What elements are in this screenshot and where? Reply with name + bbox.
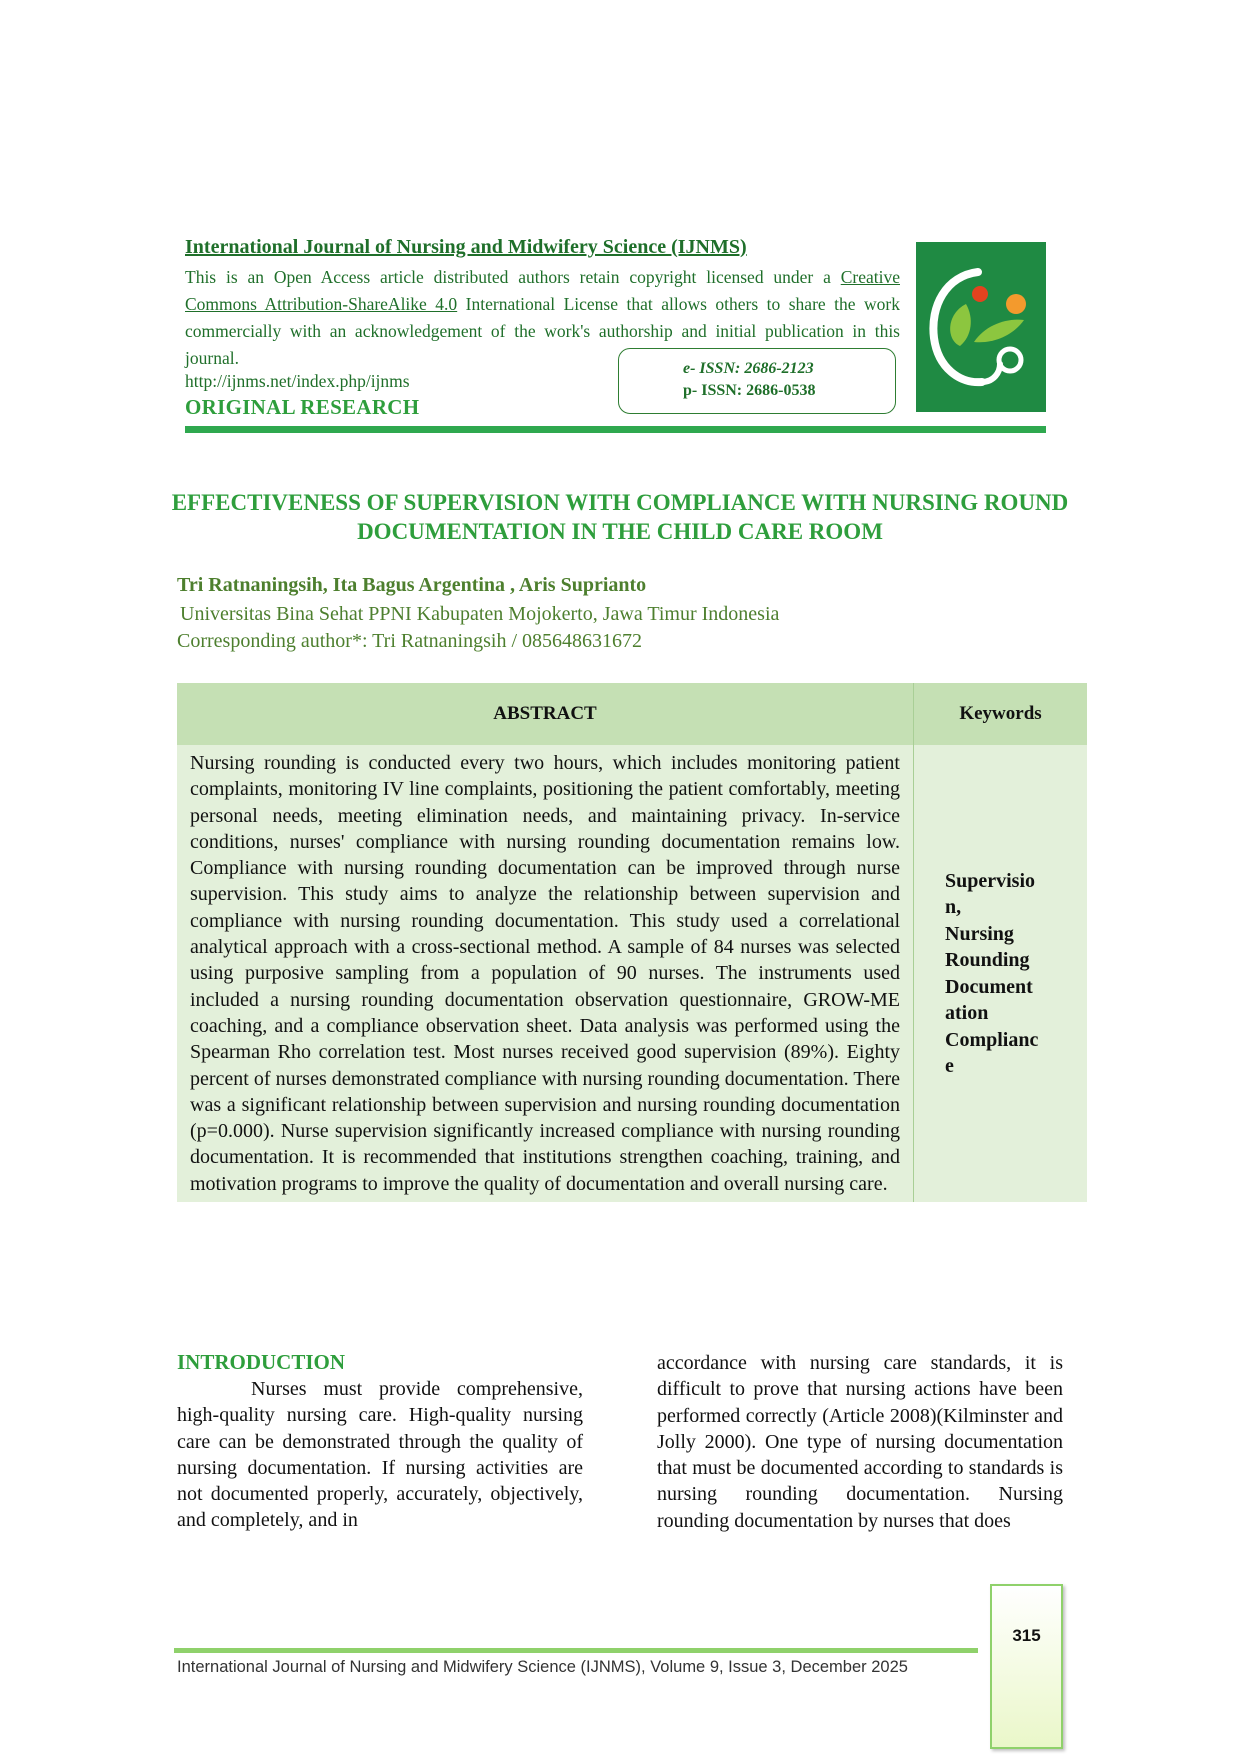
keyword-line: Document	[945, 975, 1033, 998]
issn-box	[618, 348, 896, 414]
page-number-tab	[990, 1584, 1063, 1749]
affiliation: Universitas Bina Sehat PPNI Kabupaten Mojokerto, Jawa Timur Indonesia	[180, 603, 780, 625]
abstract-table	[177, 683, 1087, 1202]
author-list: Tri Ratnaningsih, Ita Bagus Argentina , Aris Suprianto	[177, 574, 647, 596]
license-text-pre: This is an Open Access article distributed authors retain copyright licensed under a	[185, 267, 841, 287]
introduction-heading: INTRODUCTION	[177, 1350, 346, 1374]
page-number: 315	[1012, 1626, 1041, 1645]
license-text-post: International License that allows others to share the work commercially with an acknowledgement of the work's authorship and initial publication in this journal.	[185, 294, 900, 368]
p-issn: p- ISSN: 2686-0538	[683, 382, 816, 399]
abstract-header: ABSTRACT	[177, 683, 914, 745]
keyword-line: Supervisio	[945, 869, 1036, 892]
abstract-text: Nursing rounding is conducted every two hours, which includes monitoring patient complaints, monitoring IV line complaints, positioning the patient comfortably, meeting personal needs, meeting elimination needs, and maintaining privacy. In-service conditions, nurses' compliance with nursing rounding documentation remains low. Compliance with nursing rounding documentation can be improved through nurse supervision. This study aims to analyze the relationship between supervision and compliance with nursing rounding documentation. This study used a correlational analytical approach with a cross-sectional method. A sample of 84 nurses was selected using purposive sampling from a population of 90 nurses. The instruments used included a nursing rounding documentation observation questionnaire, GROW-ME coaching, and a compliance observation sheet. Data analysis was performed using the Spearman Rho correlation test. Most nurses received good supervision (89%). Eighty percent of nurses demonstrated compliance with nursing rounding documentation. There was a significant relationship between supervision and nursing rounding documentation (p=0.000). Nurse supervision significantly increased compliance with nursing rounding documentation. It is recommended that institutions strengthen coaching, training, and motivation programs to improve the quality of documentation and overall nursing care.	[190, 752, 900, 1195]
e-issn: e- ISSN: 2686-2123	[683, 360, 814, 377]
keywords-list	[915, 868, 1086, 1080]
footer-citation: International Journal of Nursing and Midwifery Science (IJNMS), Volume 9, Issue 3, December 2025	[177, 1658, 908, 1676]
left-column-text: Nurses must provide comprehensive, high-quality nursing care. High-quality nursing care can be demonstrated through the quality of nursing documentation. If nursing activities are not documented properly, accurately, objectively, and completely, and in	[177, 1378, 583, 1532]
keyword-line: Rounding	[945, 949, 1030, 972]
journal-title[interactable]: International Journal of Nursing and Midwifery Science (IJNMS)	[185, 236, 747, 258]
keyword-line: e	[945, 1055, 954, 1078]
keyword-line: n,	[945, 896, 962, 919]
article-title: EFFECTIVENESS OF SUPERVISION WITH COMPLIANCE WITH NURSING ROUND DOCUMENTATION IN THE CHILD CARE ROOM	[171, 490, 1069, 544]
body-right-column: accordance with nursing care standards, it is difficult to prove that nursing actions have been performed correctly (Article 2008)(Kilminster and Jolly 2000). One type of nursing documentation that must be documented according to standards is nursing rounding documentation. Nursing rounding documentation by nurses that does	[657, 1352, 1063, 1532]
article-type: ORIGINAL RESEARCH	[185, 395, 420, 419]
keyword-line: ation	[945, 1002, 989, 1025]
creative-commons-link[interactable]: Creative Commons Attribution-ShareAlike 4.0	[185, 267, 900, 314]
body-left-column	[177, 1376, 583, 1534]
header-divider	[185, 426, 1046, 433]
keyword-line: Complianc	[945, 1028, 1039, 1051]
footer-divider	[174, 1648, 978, 1653]
keyword-line: Nursing	[945, 922, 1014, 945]
journal-logo-icon	[916, 242, 1046, 412]
keywords-header: Keywords	[914, 683, 1088, 745]
corresponding-author: Corresponding author*: Tri Ratnaningsih / 085648631672	[177, 630, 642, 652]
journal-url[interactable]: http://ijnms.net/index.php/ijnms	[185, 371, 410, 391]
